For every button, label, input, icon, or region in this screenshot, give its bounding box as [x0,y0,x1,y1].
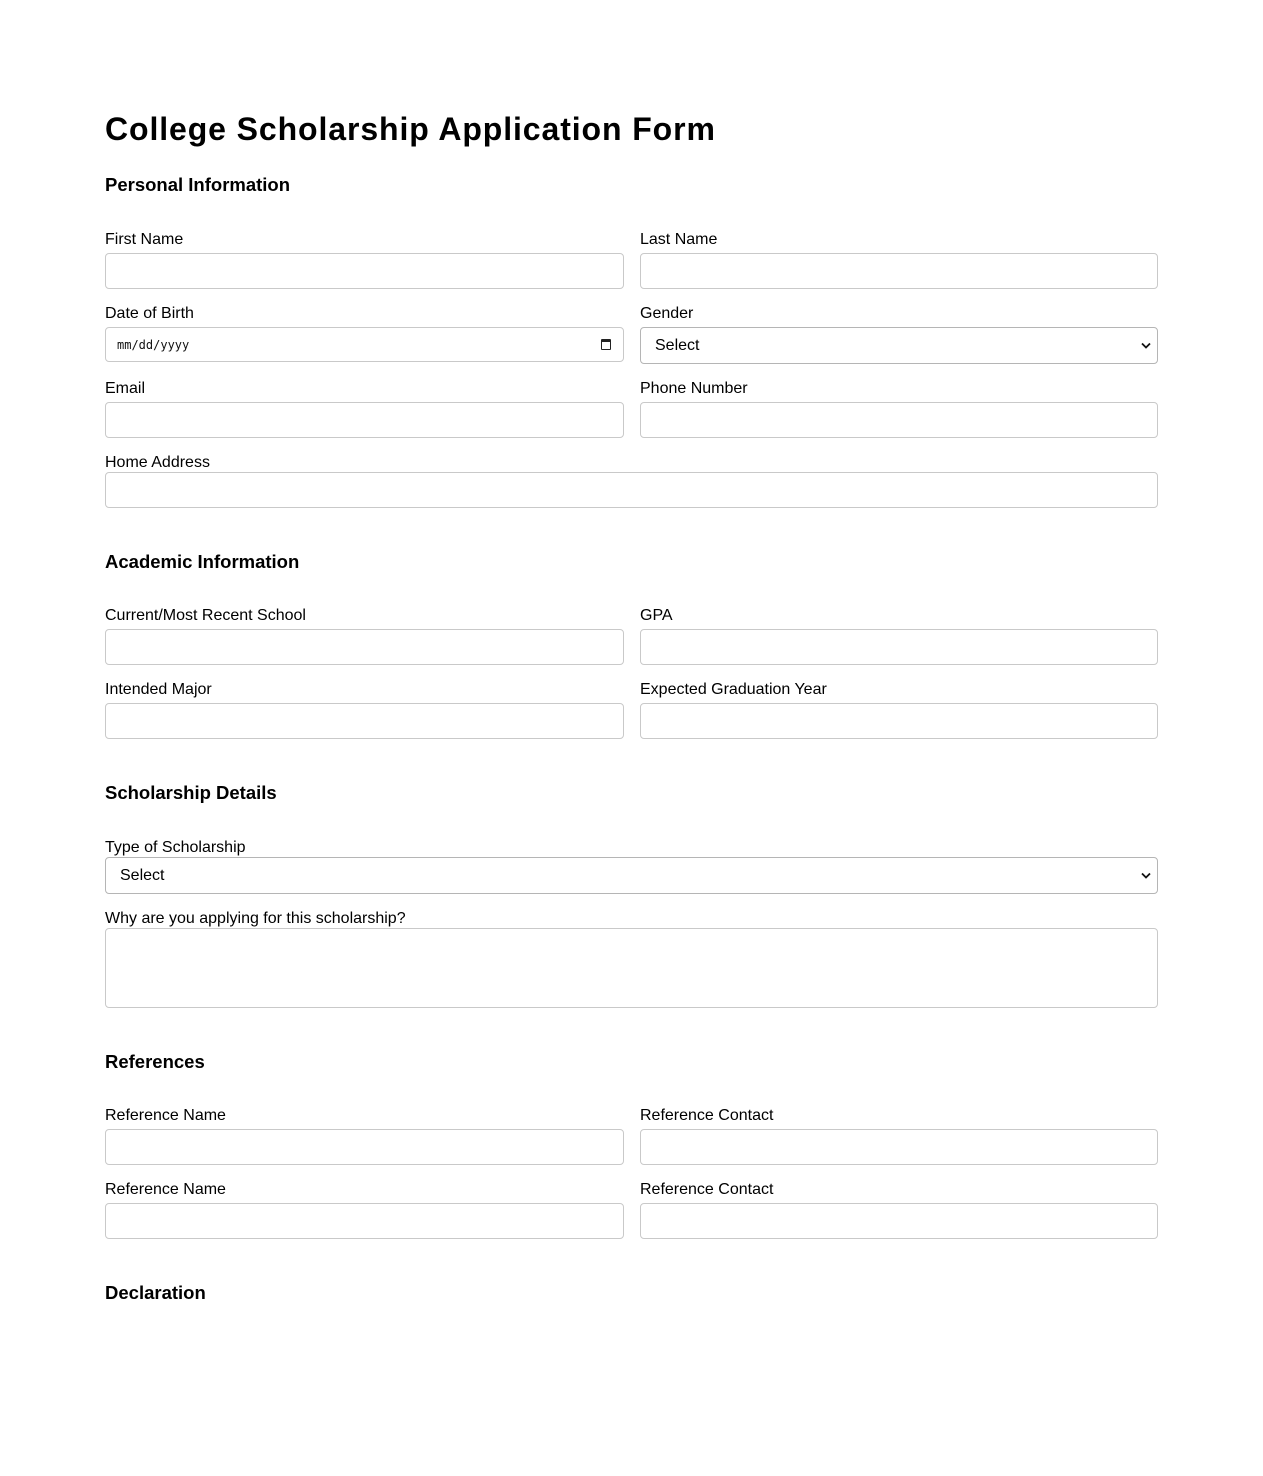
dob-label: Date of Birth [105,305,194,322]
reference-name-label: Reference Name [105,1107,226,1124]
section-title-scholarship: Scholarship Details [105,782,277,803]
major-input[interactable] [105,703,624,739]
scholarship-type-value: Select [120,866,165,884]
reference-name-input[interactable] [105,1129,624,1165]
grad-year-label: Expected Graduation Year [640,681,827,698]
reference-name-input[interactable] [105,1203,624,1239]
email-label: Email [105,380,146,397]
last-name-label: Last Name [640,231,718,248]
dob-input[interactable] [105,327,624,362]
last-name-input[interactable] [640,253,1158,289]
scholarship-type-select[interactable] [105,857,1158,894]
gpa-input[interactable] [640,629,1158,665]
reference-contact-input[interactable] [640,1203,1158,1239]
email-input[interactable] [105,402,624,438]
address-label: Home Address [105,454,210,471]
reason-label: Why are you applying for this scholarship? [105,910,406,927]
school-label: Current/Most Recent School [105,607,306,624]
school-input[interactable] [105,629,624,665]
reason-textarea[interactable] [105,928,1158,1008]
chevron-down-icon [1141,342,1151,349]
gpa-label: GPA [640,607,673,624]
page-title: College Scholarship Application Form [105,111,716,147]
first-name-label: First Name [105,231,184,248]
address-input[interactable] [105,472,1158,508]
gender-label: Gender [640,305,694,322]
chevron-down-icon [1141,872,1151,879]
calendar-icon[interactable] [601,339,611,350]
major-label: Intended Major [105,681,212,698]
grad-year-input[interactable] [640,703,1158,739]
reference-contact-input[interactable] [640,1129,1158,1165]
gender-select-value: Select [655,336,700,354]
section-title-academic: Academic Information [105,551,300,572]
section-title-personal: Personal Information [105,174,291,195]
reference-name-label: Reference Name [105,1181,226,1198]
reference-contact-label: Reference Contact [640,1181,774,1198]
dob-placeholder: mm/dd/yyyy [117,337,190,352]
scholarship-type-label: Type of Scholarship [105,839,246,856]
section-title-references: References [105,1051,205,1072]
first-name-input[interactable] [105,253,624,289]
phone-input[interactable] [640,402,1158,438]
phone-label: Phone Number [640,380,748,397]
reference-contact-label: Reference Contact [640,1107,774,1124]
section-title-declaration: Declaration [105,1282,206,1303]
gender-select[interactable] [640,327,1158,364]
